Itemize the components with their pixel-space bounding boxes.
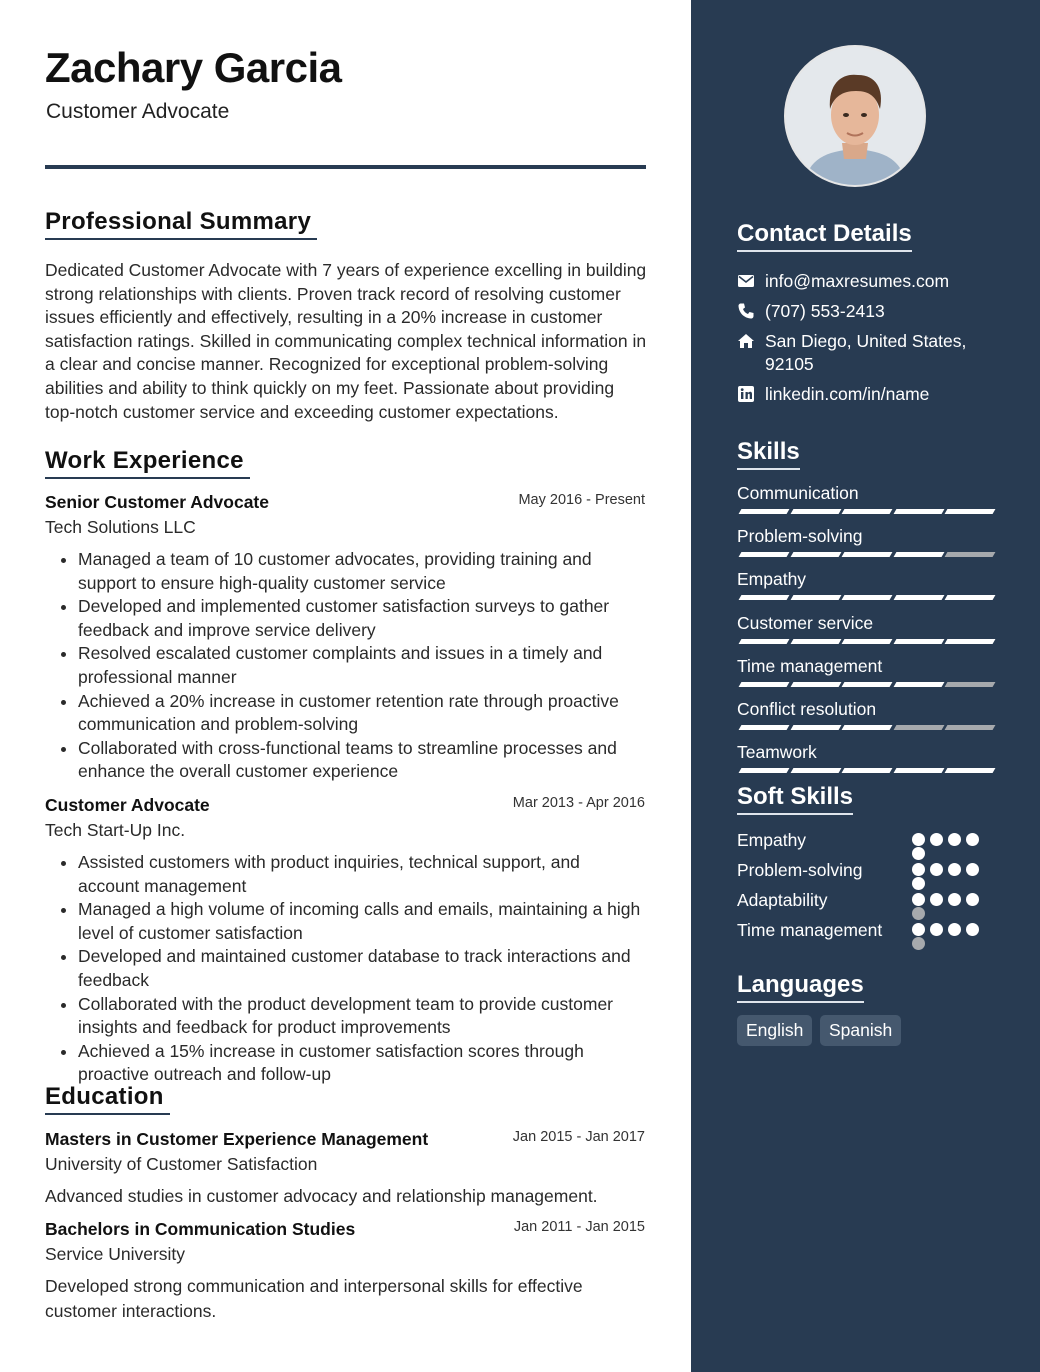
rating-segment-filled [893, 595, 944, 600]
rating-segment-empty [945, 552, 996, 557]
language-badge: English [737, 1015, 812, 1046]
job-bullets [45, 548, 645, 784]
experience-heading: Work Experience [45, 447, 250, 479]
job-bullet: • Collaborated with the product development team to provide customer insights and feedback for product improvements [78, 993, 645, 1040]
rating-dot-filled [966, 833, 979, 846]
rating-dot-filled [912, 863, 925, 876]
rating-dot-filled [966, 863, 979, 876]
rating-segment-filled [790, 595, 841, 600]
skill-rating-bar [737, 639, 995, 645]
skill-item [737, 569, 997, 590]
rating-segment-filled [842, 682, 893, 687]
job-bullet: • Developed and implemented customer satisfaction surveys to gather feedback and improve service delivery [78, 595, 645, 642]
job-bullet: • Managed a team of 10 customer advocates, providing training and support to ensure high-quality customer service [78, 548, 645, 595]
job-bullets [45, 851, 645, 1087]
rating-dot-filled [930, 893, 943, 906]
education-date: Jan 2011 - Jan 2015 [513, 1219, 645, 1235]
rating-segment-filled [790, 682, 841, 687]
rating-segment-filled [945, 509, 996, 514]
skill-name: Problem-solving [737, 526, 863, 547]
rating-segment-filled [790, 725, 841, 730]
rating-dot-filled [966, 923, 979, 936]
portrait-illustration [786, 47, 924, 185]
job-entry [45, 492, 645, 784]
rating-dot-filled [930, 923, 943, 936]
soft-skill-item [737, 828, 997, 852]
skill-name: Communication [737, 483, 859, 503]
skill-name: Time management [737, 655, 883, 676]
soft-skill-item [737, 888, 997, 912]
envelope-icon [737, 272, 755, 290]
skill-item [737, 483, 997, 504]
candidate-title: Customer Advocate [46, 100, 230, 123]
email-text: info@maxresumes.com [765, 271, 950, 291]
job-bullet: • Collaborated with cross-functional teams to streamline processes and enhance the overall customer experience [78, 737, 645, 784]
job-bullet: • Resolved escalated customer complaints and issues in a timely and professional manner [78, 642, 645, 689]
linkedin-icon [737, 385, 755, 403]
skill-rating-bar [737, 725, 995, 731]
rating-segment-filled [790, 768, 841, 773]
rating-dot-filled [966, 893, 979, 906]
job-title: Customer Advocate [45, 795, 210, 815]
rating-segment-filled [739, 509, 790, 514]
language-badge: Spanish [820, 1015, 901, 1046]
rating-segment-filled [842, 552, 893, 557]
skill-rating-bar [737, 768, 995, 774]
job-date: May 2016 - Present [518, 492, 645, 508]
linkedin-text: linkedin.com/in/name [765, 384, 930, 404]
profile-photo [784, 45, 926, 187]
soft-skill-name: Adaptability [737, 890, 828, 910]
education-heading: Education [45, 1083, 170, 1115]
soft-skill-name: Empathy [737, 830, 807, 850]
address-line-1: San Diego, United States, [765, 331, 967, 351]
education-entry [45, 1219, 645, 1323]
rating-segment-filled [842, 595, 893, 600]
job-bullet: • Achieved a 20% increase in customer retention rate through proactive communication and problem-solving [78, 690, 645, 737]
soft-skills-heading: Soft Skills [737, 783, 853, 815]
rating-segment-filled [842, 509, 893, 514]
contact-heading: Contact Details [737, 220, 912, 252]
skill-rating-bar [737, 552, 995, 558]
rating-segment-filled [945, 595, 996, 600]
rating-dot-filled [948, 863, 961, 876]
rating-segment-filled [893, 682, 944, 687]
job-bullet: • Developed and maintained customer database to track interactions and feedback [78, 945, 645, 992]
skill-item [737, 699, 997, 720]
rating-segment-filled [945, 768, 996, 773]
summary-heading: Professional Summary [45, 208, 317, 240]
rating-segment-filled [842, 639, 893, 644]
education-school: University of Customer Satisfaction [45, 1154, 318, 1174]
job-entry [45, 795, 645, 1087]
job-company: Tech Start-Up Inc. [45, 820, 186, 840]
phone-text: (707) 553-2413 [765, 301, 885, 321]
rating-segment-filled [739, 768, 790, 773]
rating-segment-filled [790, 552, 841, 557]
skill-item [737, 742, 997, 763]
skills-heading: Skills [737, 438, 800, 470]
rating-dot-filled [912, 923, 925, 936]
rating-segment-filled [893, 509, 944, 514]
rating-dot-filled [912, 833, 925, 846]
skill-name: Customer service [737, 612, 874, 633]
soft-skill-item [737, 918, 997, 942]
rating-segment-filled [790, 509, 841, 514]
rating-segment-filled [739, 639, 790, 644]
rating-segment-filled [739, 682, 790, 687]
home-icon [737, 332, 755, 350]
rating-segment-filled [842, 725, 893, 730]
education-description: Developed strong communication and interpersonal skills for effective customer interactions. [45, 1276, 583, 1321]
education-degree: Masters in Customer Experience Management [45, 1129, 429, 1149]
rating-segment-empty [945, 725, 996, 730]
languages-heading: Languages [737, 971, 864, 1003]
rating-dot-filled [930, 863, 943, 876]
skill-item [737, 656, 997, 677]
rating-segment-filled [945, 639, 996, 644]
rating-segment-filled [739, 552, 790, 557]
education-entry [45, 1129, 645, 1209]
education-school: Service University [45, 1244, 186, 1264]
rating-segment-empty [893, 725, 944, 730]
rating-dot-filled [948, 893, 961, 906]
job-bullet: • Achieved a 15% increase in customer satisfaction scores through proactive outreach and follow-up [78, 1040, 645, 1087]
job-title: Senior Customer Advocate [45, 492, 269, 512]
education-date: Jan 2015 - Jan 2017 [512, 1129, 645, 1145]
rating-segment-filled [842, 768, 893, 773]
phone-icon [737, 302, 755, 320]
rating-dot-empty [912, 937, 925, 950]
soft-skill-item [737, 858, 997, 882]
skill-name: Teamwork [737, 742, 817, 763]
header-divider [45, 165, 646, 169]
job-company: Tech Solutions LLC [45, 517, 196, 537]
rating-dot-filled [912, 893, 925, 906]
skill-name: Conflict resolution [737, 699, 877, 719]
rating-segment-filled [893, 639, 944, 644]
rating-segment-filled [739, 725, 790, 730]
rating-dot-filled [930, 833, 943, 846]
rating-dot-filled [948, 923, 961, 936]
rating-segment-filled [893, 768, 944, 773]
address-line-2: 92105 [765, 354, 814, 374]
education-degree: Bachelors in Communication Studies [45, 1219, 356, 1239]
job-bullet: • Assisted customers with product inquiries, technical support, and account management [78, 851, 645, 898]
job-date: Mar 2013 - Apr 2016 [512, 795, 645, 811]
education-description: Advanced studies in customer advocacy and relationship management. [45, 1186, 598, 1206]
rating-segment-filled [790, 639, 841, 644]
rating-segment-empty [945, 682, 996, 687]
skill-name: Empathy [737, 569, 807, 590]
skill-rating-bar [737, 509, 995, 515]
skill-rating-bar [737, 682, 995, 688]
skill-item [737, 613, 997, 634]
rating-segment-filled [893, 552, 944, 557]
summary-text: Dedicated Customer Advocate with 7 years of experience excelling in building strong relationships with clients. Proven track record of resolving customer issues efficiently and effectively, resulting in a 20% increase in customer satisfaction ratings. Skilled in communicating complex technical information in a clear and concise manner. Recognized for exceptional problem-solving abilities and ability to think quickly on my feet. Passionate about providing top-notch customer service and exceeding customer expectations. [45, 260, 647, 422]
skill-rating-bar [737, 595, 995, 601]
candidate-name: Zachary Garcia [45, 44, 342, 91]
job-bullet: • Managed a high volume of incoming calls and emails, maintaining a high level of customer satisfaction [78, 898, 645, 945]
rating-dot-filled [948, 833, 961, 846]
rating-segment-filled [739, 595, 790, 600]
skill-item [737, 526, 997, 547]
soft-skill-name: Problem-solving [737, 860, 863, 880]
soft-skill-name: Time management [737, 920, 883, 940]
